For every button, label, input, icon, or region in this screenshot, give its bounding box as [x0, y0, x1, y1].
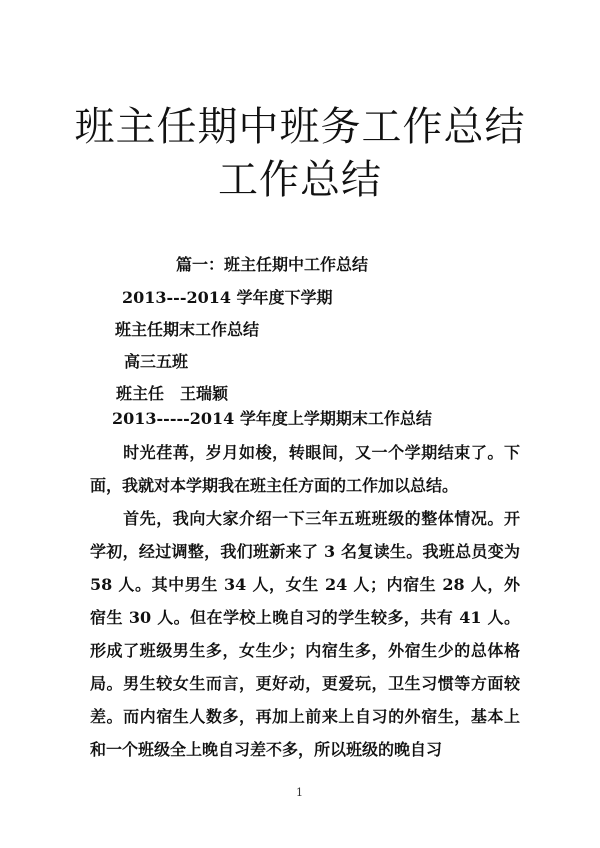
document-title-line-2: 工作总结: [218, 157, 382, 203]
paragraph-intro: 时光荏苒，岁月如梭，转眼间，又一个学期结束了。下面，我就对本学期我在班主任方面的工作加以总结。: [90, 443, 520, 495]
meta-line-summary-title: 班主任期末工作总结: [115, 320, 260, 339]
section-heading: 篇一：班主任期中工作总结: [176, 255, 369, 274]
meta-line-class: 高三五班: [124, 352, 189, 371]
meta-line-semester: 2013-----2014 学年度上学期期末工作总结: [112, 409, 432, 428]
meta-line-teacher: 班主任 王瑞颖: [116, 384, 229, 403]
paragraph-class-overview: 首先，我向大家介绍一下三年五班班级的整体情况。开学初，经过调整，我们班新来了 3 名复读生。我班总员变为 58 人。其中男生 34 人，女生 24 人；内宿生 28 人，外宿生 30 人。但在学校上晚自习的学生较多，共有 41 人。形成了班级男生多，女生少；内宿生多，外宿生少的总体格局。男生较女生而言，更好动，更爱玩，卫生习惯等方面较差。而内宿生人数多，再加上前来上自习的外宿生，基本上和一个班级全上晚自习差不多，所以班级的晚自习: [90, 509, 520, 759]
document-title-line-1: 班主任期中班务工作总结: [74, 104, 526, 150]
meta-line-school-year: 2013---2014 学年度下学期: [122, 288, 333, 307]
page-number: 1: [296, 786, 303, 799]
